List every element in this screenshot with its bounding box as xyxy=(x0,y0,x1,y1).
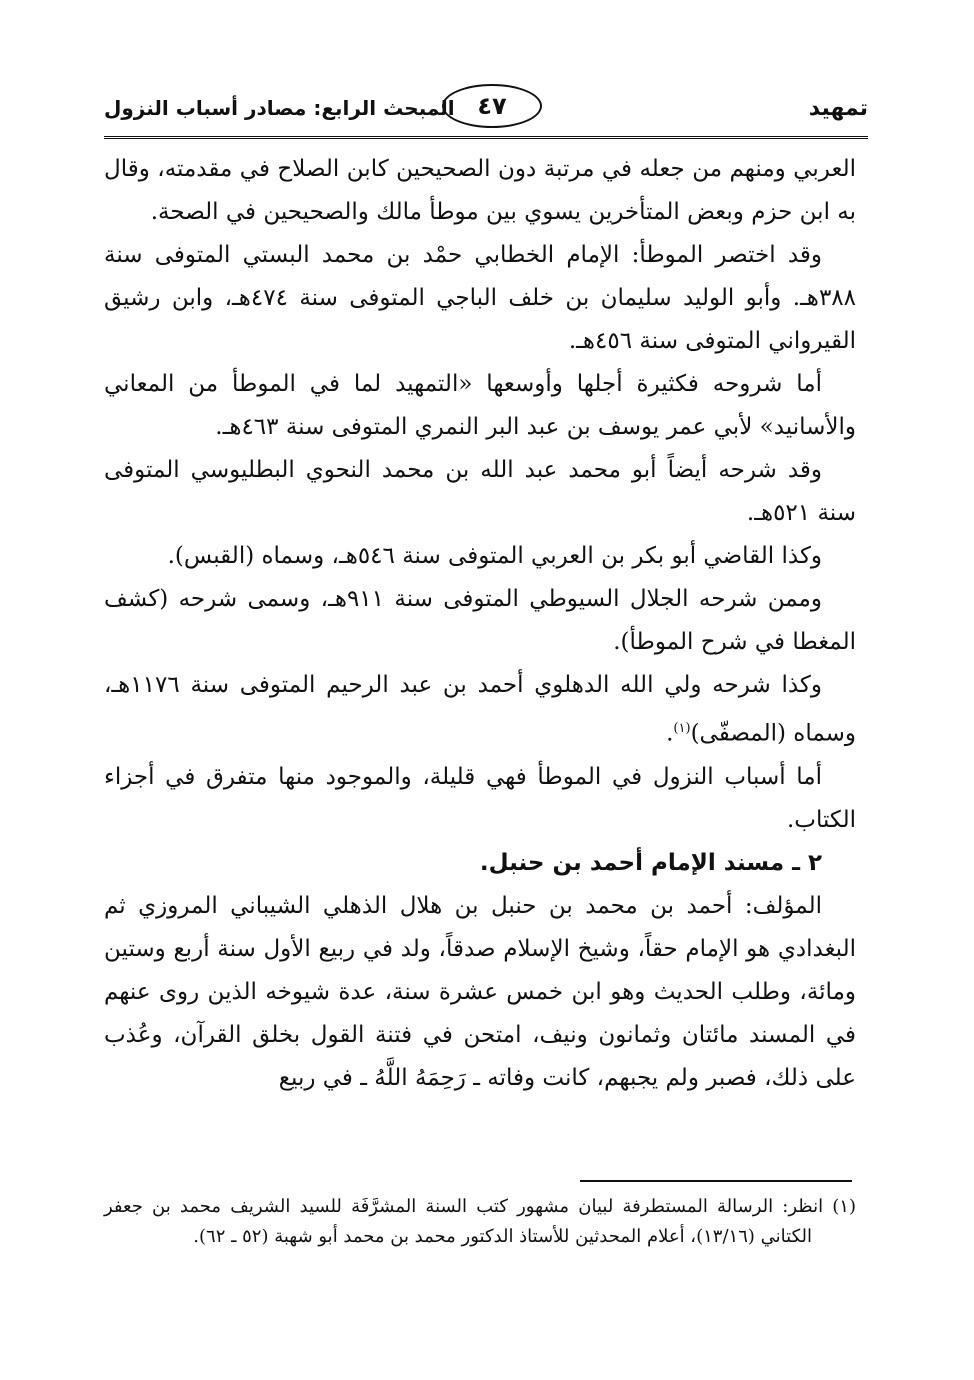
paragraph: أما أسباب النزول في الموطأ فهي قليلة، والموجود منها متفرق في أجزاء الكتاب. xyxy=(104,763,856,833)
chapter-title: تمهيد xyxy=(808,96,868,121)
footnote: (١) انظر: الرسالة المستطرفة لبيان مشهور كتب السنة المشرَّفَة للسيد الشريف محمد بن جعفر الكتاني (١٣/١٦)، أعلام المحدثين للأستاذ الدكتور محمد بن محمد أبو شهبة (٥٢ ـ ٦٢). xyxy=(104,1196,856,1247)
section-heading: ٢ ـ مسند الإمام أحمد بن حنبل. xyxy=(479,849,822,876)
footnote-marker: (١) xyxy=(673,721,691,736)
paragraph: أما شروحه فكثيرة أجلها وأوسعها «التمهيد لما في الموطأ من المعاني والأسانيد» لأبي عمر يوسف بن عبد البر النمري المتوفى سنة ٤٦٣هـ. xyxy=(104,371,856,440)
paragraph: وممن شرحه الجلال السيوطي المتوفى سنة ٩١١هـ، وسمى شرحه (كشف المغطا في شرح الموطأ). xyxy=(104,586,856,655)
page-number: ٤٧ xyxy=(442,84,542,128)
header-rule xyxy=(104,136,868,139)
footnotes xyxy=(104,1192,856,1252)
footnote-rule xyxy=(580,1180,852,1182)
main-text xyxy=(104,148,856,1100)
section-title: المبحث الرابع: مصادر أسباب النزول xyxy=(104,96,455,120)
paragraph-with-footnote: وكذا شرحه ولي الله الدهلوي أحمد بن عبد الرحيم المتوفى سنة ١١٧٦هـ، وسماه (المصفّى)$^{(١)}$. xyxy=(104,672,856,747)
paragraph: المؤلف: أحمد بن محمد بن حنبل بن هلال الذهلي الشيباني المروزي ثم البغدادي هو الإمام حقاً، وشيخ الإسلام صدقاً، ولد في ربيع الأول سنة أربع وستين ومائة، وطلب الحديث وهو ابن خمس عشرة سنة، عدة شيوخه الذين روى عنهم في المسند مائتان وثمانون ونيف، امتحن في فتنة القول بخلق القرآن، وعُذب على ذلك، فصبر ولم يجبهم، كانت وفاته ـ رَحِمَهُ اللَّهُ ـ في ربيع xyxy=(104,892,856,1091)
paragraph: وكذا شرحه ولي الله الدهلوي أحمد بن عبد الرحيم المتوفى سنة ١١٧٦هـ، وسماه (المصفّى) xyxy=(104,672,856,747)
paragraph: وقد اختصر الموطأ: الإمام الخطابي حمْد بن محمد البستي المتوفى سنة ٣٨٨هـ. وأبو الوليد سليمان بن خلف الباجي المتوفى سنة ٤٧٤هـ، وابن رشيق القيرواني المتوفى سنة ٤٥٦هـ. xyxy=(104,242,856,354)
paragraph: وقد شرحه أيضاً أبو محمد عبد الله بن محمد النحوي البطليوسي المتوفى سنة ٥٢١هـ. xyxy=(104,457,856,526)
paragraph: العربي ومنهم من جعله في مرتبة دون الصحيحين كابن الصلاح في مقدمته، وقال به ابن حزم وبعض المتأخرين يسوي بين موطأ مالك والصحيحين في الصحة. xyxy=(104,156,856,225)
running-header xyxy=(104,78,868,142)
paragraph: وكذا القاضي أبو بكر بن العربي المتوفى سنة ٥٤٦هـ، وسماه (القبس). xyxy=(167,543,822,569)
